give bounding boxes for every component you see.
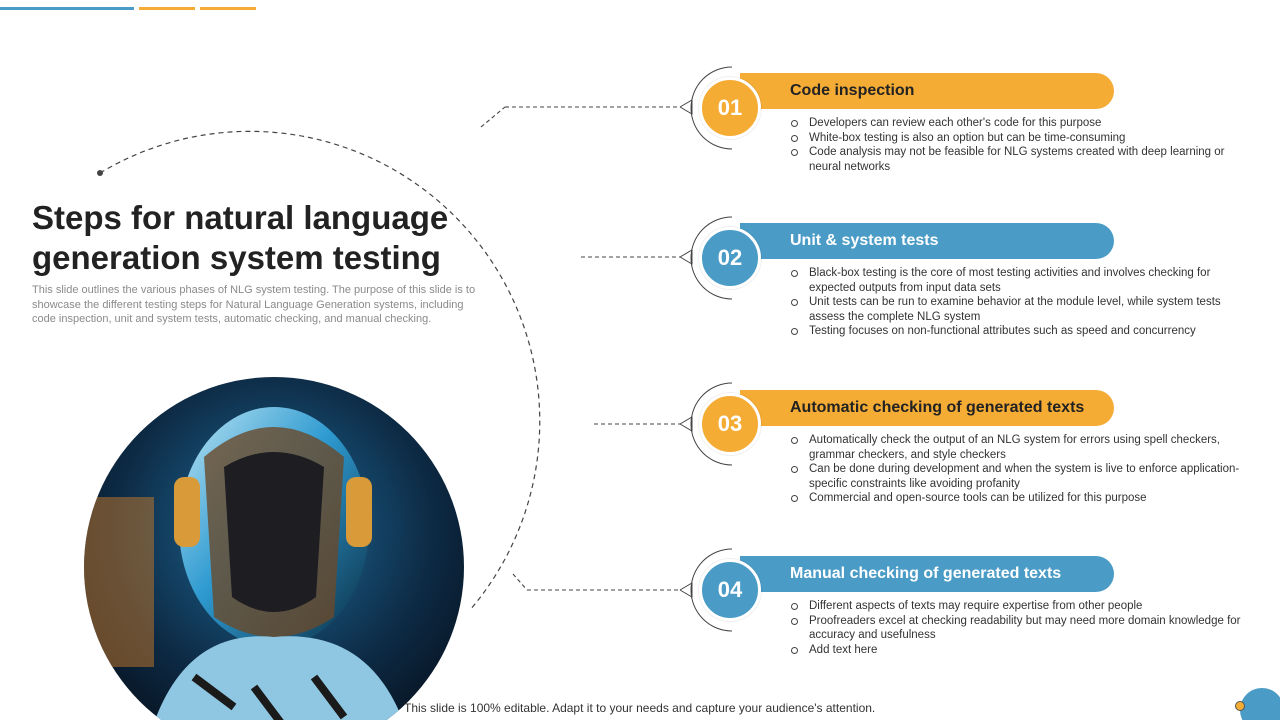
footer-note: This slide is 100% editable. Adapt it to your needs and capture your audience's attention. xyxy=(404,701,876,715)
list-item: Proofreaders excel at checking readability but may need more domain knowledge for accuracy and usefulness xyxy=(790,614,1245,643)
list-item: Code analysis may not be feasible for NLG systems created with deep learning or neural networks xyxy=(790,145,1245,174)
list-item: Different aspects of texts may require expertise from other people xyxy=(790,599,1245,614)
step-2-title: Unit & system tests xyxy=(790,232,939,249)
step-1-header xyxy=(740,73,1114,109)
slide-title: Steps for natural language generation system testing xyxy=(32,199,449,276)
list-item: Testing focuses on non-functional attributes such as speed and concurrency xyxy=(790,324,1245,339)
step-4-bullets xyxy=(790,599,1245,657)
list-item: Automatically check the output of an NLG system for errors using spell checkers, grammar checkers, and style checkers xyxy=(790,433,1245,462)
list-item: Developers can review each other's code for this purpose xyxy=(790,116,1245,131)
step-2-bullets xyxy=(790,266,1245,339)
step-3-bullets xyxy=(790,433,1245,506)
step-3-number: 03 xyxy=(699,393,761,455)
step-4-title: Manual checking of generated texts xyxy=(790,565,1062,582)
step-4-header xyxy=(740,556,1114,592)
list-item: Black-box testing is the core of most testing activities and involves checking for expected outputs from input data sets xyxy=(790,266,1245,295)
step-2-header xyxy=(740,223,1114,259)
step-1-title: Code inspection xyxy=(790,82,915,99)
corner-dot-small xyxy=(1235,701,1245,711)
step-2-number: 02 xyxy=(699,227,761,289)
list-item: Commercial and open-source tools can be utilized for this purpose xyxy=(790,491,1245,506)
list-item: Add text here xyxy=(790,643,1245,658)
step-4-number: 04 xyxy=(699,559,761,621)
step-1-bullets xyxy=(790,116,1245,174)
list-item: Can be done during development and when the system is live to enforce application-specific constraints like avoiding profanity xyxy=(790,462,1245,491)
slide-description: This slide outlines the various phases of NLG system testing. The purpose of this slide is to showcase the different testing steps for Natural Language Generation systems, including code inspection, unit and system tests, automatic checking, and manual checking. xyxy=(32,284,476,325)
step-3-title: Automatic checking of generated texts xyxy=(790,399,1085,416)
step-3-header xyxy=(740,390,1114,426)
list-item: Unit tests can be run to examine behavior at the module level, while system tests assess the complete NLG system xyxy=(790,295,1245,324)
list-item: White-box testing is also an option but can be time-consuming xyxy=(790,131,1245,146)
step-1-number: 01 xyxy=(699,77,761,139)
